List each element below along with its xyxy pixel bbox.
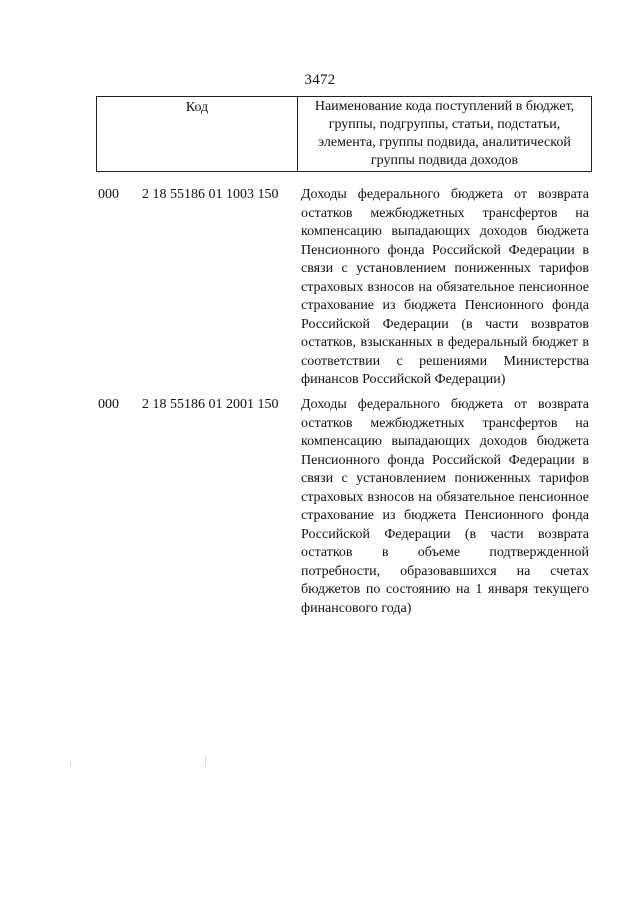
scan-artifact xyxy=(70,760,71,766)
row-description: Доходы федерального бюджета от возврата остатков межбюджетных трансфертов на компенсацию выпадающих доходов бюджета Пенсионного фонда Российской Федерации в связи с установлением пониженных тарифов страховых взносов на обязательное пенсионное страхование из бюджета Пенсионного фонда Российской Федерации (в части возвратов остатков, взысканных в федеральный бюджет в соответствии с решениями Министерства финансов Российской Федерации) xyxy=(301,187,589,387)
row-admin-code: 000 xyxy=(98,397,119,412)
row-budget-code: 2 18 55186 01 2001 150 xyxy=(142,397,279,412)
row-description: Доходы федерального бюджета от возврата остатков межбюджетных трансфертов на компенсацию выпадающих доходов бюджета Пенсионного фонда Российской Федерации в связи с установлением пониженных тарифов страховых взносов на обязательное пенсионное страхование из бюджета Пенсионного фонда Российской Федерации (в части возврата остатков в объеме подтвержденной потребности, образовавшихся на счетах бюджетов по состоянию на 1 января текущего финансового года) xyxy=(301,397,589,616)
row-admin-code: 000 xyxy=(98,187,119,202)
header-code-label: Код xyxy=(97,97,298,171)
row-budget-code: 2 18 55186 01 1003 150 xyxy=(142,187,279,202)
header-name-label: Наименование кода поступлений в бюджет, группы, подгруппы, статьи, подстатьи, элемента, группы подвида, аналитической группы подвида доходов xyxy=(314,99,575,168)
table-header xyxy=(96,96,592,172)
scan-artifact xyxy=(205,756,206,766)
page-number: 3472 xyxy=(304,72,336,88)
